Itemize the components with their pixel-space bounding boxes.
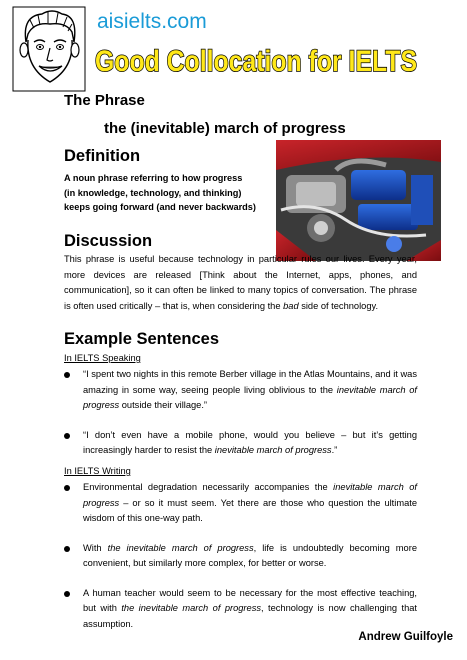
example-emphasis: inevitable march of progress bbox=[214, 445, 332, 455]
speaking-subheading: In IELTS Speaking bbox=[64, 353, 141, 363]
bullet-icon bbox=[64, 546, 70, 552]
example-text: “I don’t even have a mobile phone, would you believe – but it’s getting increasingly harder to resist the bbox=[83, 429, 417, 455]
list-item bbox=[64, 586, 417, 633]
list-item bbox=[64, 367, 417, 414]
bullet-icon bbox=[64, 372, 70, 378]
bullet-icon bbox=[64, 433, 70, 439]
bullet-icon bbox=[64, 485, 70, 491]
example-text: .” bbox=[331, 445, 338, 455]
author-name: Andrew Guilfoyle bbox=[358, 631, 453, 643]
example-text: – or so it must seem. Yet there are those who question the ultimate wisdom of this one-way path. bbox=[83, 497, 417, 523]
discussion-text-end: side of technology. bbox=[298, 300, 379, 311]
example-text: , technology is now challenging that assumption. bbox=[83, 603, 418, 629]
banner-title-text: Good Collocation for IELTS bbox=[95, 45, 417, 78]
example-emphasis: the inevitable march of progress bbox=[107, 542, 254, 553]
writing-examples-list bbox=[64, 480, 417, 646]
definition-line: (in knowledge, technology, and thinking) bbox=[64, 187, 242, 198]
definition-text bbox=[64, 171, 269, 215]
discussion-emphasis: bad bbox=[283, 300, 299, 311]
discussion-paragraph bbox=[64, 252, 417, 314]
speaking-examples-list bbox=[64, 367, 417, 473]
example-emphasis: the inevitable march of progress bbox=[121, 603, 261, 613]
example-text: Environmental degradation necessarily accompanies the bbox=[83, 482, 334, 492]
phrase-text: the (inevitable) march of progress bbox=[104, 120, 346, 137]
example-text: “I spent two nights in this remote Berber village in the Atlas Mountains, and it was amazing in some way, seeing people living oblivious to the bbox=[83, 369, 417, 395]
list-item bbox=[64, 480, 417, 527]
discussion-text: This phrase is useful because technology in particular rules our lives. Every year, more devices are released [Think about the Internet, apps, phones, and communication], so it can often be linked to many topics of conversation. The phrase is often used critically – that is, when considering the bbox=[64, 254, 417, 311]
site-name: aisielts.com bbox=[97, 10, 207, 33]
banner-title bbox=[91, 33, 421, 83]
example-emphasis: inevitable march of progress bbox=[83, 384, 418, 410]
writing-subheading: In IELTS Writing bbox=[64, 466, 131, 476]
example-text: With bbox=[83, 542, 108, 553]
example-text: , life is undoubtedly becoming more convenient, but similarly more complex, for better or worse. bbox=[83, 542, 417, 568]
example-text: outside their village.” bbox=[119, 400, 208, 410]
list-item bbox=[64, 428, 417, 459]
engine-photo bbox=[276, 140, 441, 261]
definition-heading: Definition bbox=[64, 147, 141, 165]
bullet-icon bbox=[64, 591, 70, 597]
definition-line: keeps going forward (and never backwards) bbox=[64, 202, 256, 212]
definition-line: A noun phrase referring to how progress bbox=[64, 173, 243, 183]
list-item bbox=[64, 541, 417, 572]
example-emphasis: inevitable march of progress bbox=[83, 482, 418, 508]
example-text: A human teacher would seem to be necessary for the most effective teaching, but with bbox=[83, 587, 417, 613]
discussion-heading: Discussion bbox=[64, 232, 153, 250]
cartoon-face-logo-icon bbox=[12, 6, 86, 92]
phrase-label: The Phrase bbox=[64, 92, 145, 109]
examples-heading: Example Sentences bbox=[64, 330, 219, 348]
